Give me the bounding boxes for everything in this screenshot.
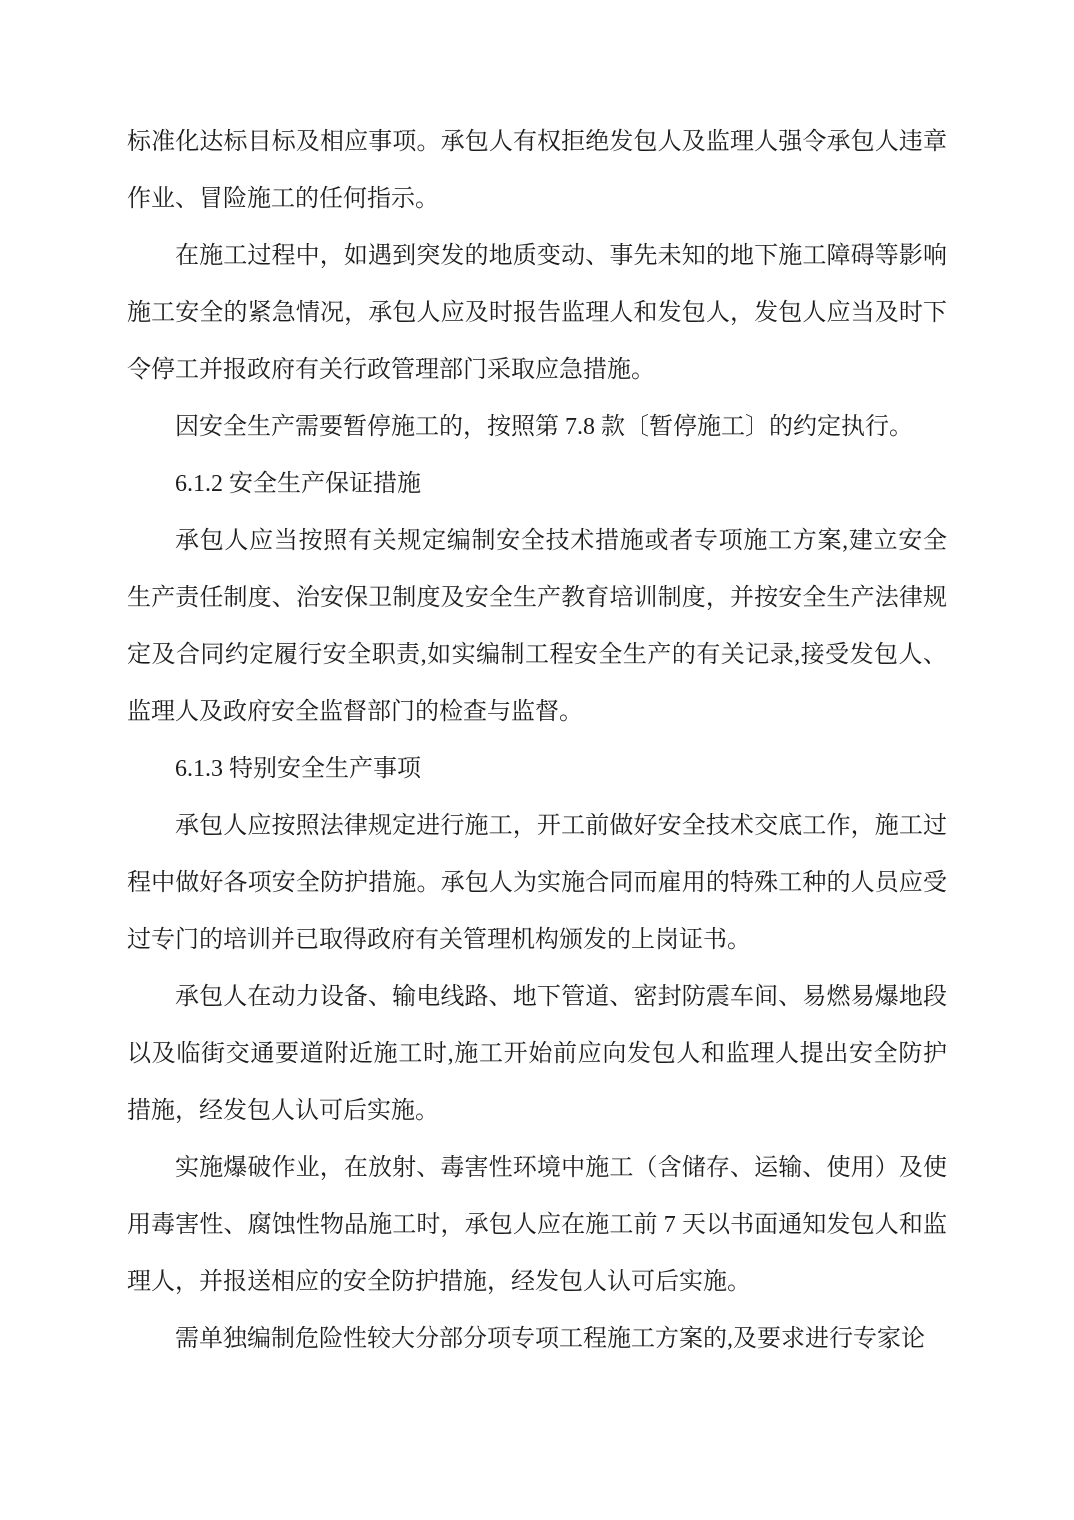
- doc-paragraph: 因安全生产需要暂停施工的，按照第 7.8 款〔暂停施工〕的约定执行。: [175, 414, 913, 440]
- document-text-block: [127, 114, 947, 1368]
- doc-paragraph: 在施工过程中，如遇到突发的地质变动、事先未知的地下施工障碍等影响施工安全的紧急情况，承包人应及时报告监理人和发包人，发包人应当及时下令停工并报政府有关行政管理部门采取应急措施。: [127, 243, 947, 383]
- doc-paragraph: 承包人在动力设备、输电线路、地下管道、密封防震车间、易燃易爆地段以及临街交通要道附近施工时,施工开始前应向发包人和监理人提出安全防护措施，经发包人认可后实施。: [127, 984, 947, 1124]
- section-heading-6-1-2: 6.1.2 安全生产保证措施: [175, 471, 421, 497]
- doc-paragraph: 承包人应当按照有关规定编制安全技术措施或者专项施工方案,建立安全生产责任制度、治安保卫制度及安全生产教育培训制度，并按安全生产法律规定及合同约定履行安全职责,如实编制工程安全生产的有关记录,接受发包人、监理人及政府安全监督部门的检查与监督。: [127, 528, 947, 725]
- doc-paragraph: 需单独编制危险性较大分部分项专项工程施工方案的,及要求进行专家论: [175, 1326, 925, 1352]
- doc-paragraph: 实施爆破作业，在放射、毒害性环境中施工（含储存、运输、使用）及使用毒害性、腐蚀性物品施工时，承包人应在施工前 7 天以书面通知发包人和监理人，并报送相应的安全防护措施，经发包人认可后实施。: [127, 1155, 947, 1295]
- doc-paragraph: 承包人应按照法律规定进行施工，开工前做好安全技术交底工作，施工过程中做好各项安全防护措施。承包人为实施合同而雇用的特殊工种的人员应受过专门的培训并已取得政府有关管理机构颁发的上岗证书。: [127, 813, 947, 953]
- doc-paragraph: 标准化达标目标及相应事项。承包人有权拒绝发包人及监理人强令承包人违章作业、冒险施工的任何指示。: [127, 129, 947, 212]
- section-heading-6-1-3: 6.1.3 特别安全生产事项: [175, 756, 421, 782]
